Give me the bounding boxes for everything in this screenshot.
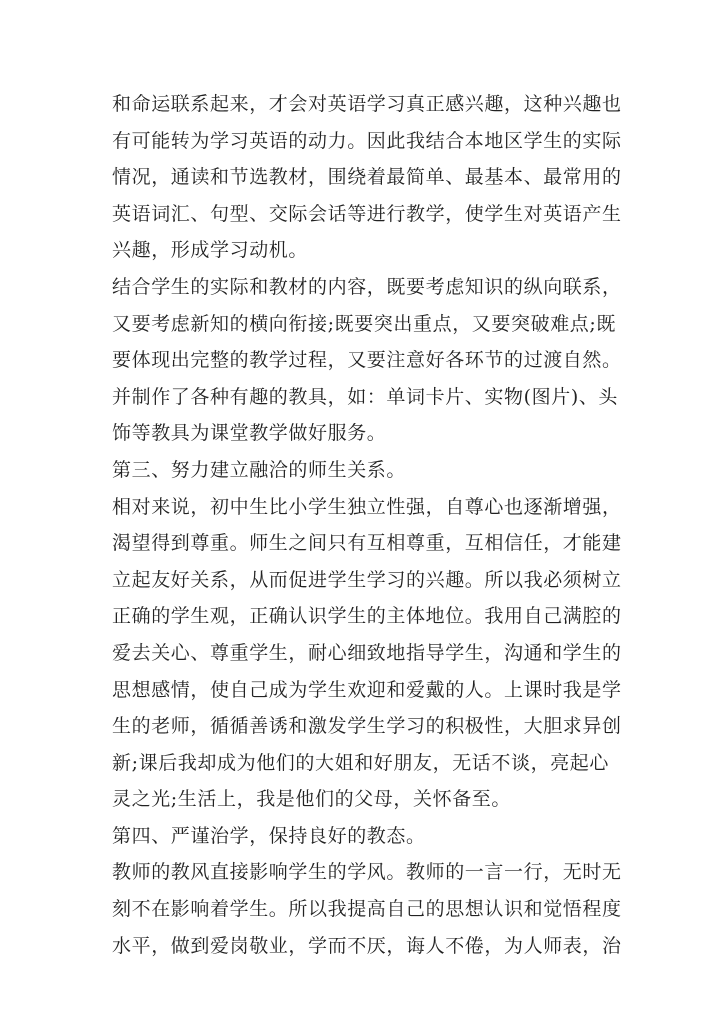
text-line: 和命运联系起来，才会对英语学习真正感兴趣，这种兴趣也: [112, 93, 622, 115]
section-heading: 第三、努力建立融洽的师生关系。: [112, 458, 407, 481]
text-line: 水平，做到爱岗敬业，学而不厌，诲人不倦，为人师表，治: [112, 934, 622, 957]
text-line: 要体现出完整的教学过程，又要注意好各环节的过渡自然。: [112, 349, 622, 372]
text-line: 相对来说，初中生比小学生独立性强，自尊心也逐渐增强，: [112, 495, 622, 518]
text-line: 灵之光;生活上，我是他们的父母，关怀备至。: [112, 788, 512, 811]
text-line: 正确的学生观，正确认识学生的主体地位。我用自己满腔的: [112, 605, 622, 628]
text-line: 又要考虑新知的横向衔接;既要突出重点，又要突破难点;既: [112, 312, 617, 335]
text-line: 刻不在影响着学生。所以我提高自己的思想认识和觉悟程度: [112, 898, 622, 921]
text-line: 生的老师，循循善诱和激发学生学习的积极性，大胆求异创: [112, 715, 622, 738]
text-line: 情况，通读和节选教材，围绕着最简单、最基本、最常用的: [112, 166, 622, 189]
text-line: 并制作了各种有趣的教具，如：单词卡片、实物(图片)、头: [112, 385, 619, 408]
text-line: 英语词汇、句型、交际会话等进行教学，使学生对英语产生: [112, 202, 622, 225]
text-line: 兴趣，形成学习动机。: [112, 239, 309, 262]
text-line: 立起友好关系，从而促进学生学习的兴趣。所以我必须树立: [112, 568, 622, 591]
section-heading: 第四、严谨治学，保持良好的教态。: [112, 824, 426, 847]
text-line: 新;课后我却成为他们的大姐和好朋友，无话不谈，亮起心: [112, 751, 610, 774]
text-line: 渴望得到尊重。师生之间只有互相尊重，互相信任，才能建: [112, 532, 622, 555]
text-line: 结合学生的实际和教材的内容，既要考虑知识的纵向联系，: [112, 275, 622, 298]
text-line: 思想感情，使自己成为学生欢迎和爱戴的人。上课时我是学: [112, 678, 622, 701]
text-line: 饰等教具为课堂教学做好服务。: [112, 422, 387, 445]
document-body: [112, 86, 632, 964]
text-line: 教师的教风直接影响学生的学风。教师的一言一行，无时无: [112, 861, 622, 884]
text-line: 爱去关心、尊重学生，耐心细致地指导学生，沟通和学生的: [112, 641, 622, 664]
text-line: 有可能转为学习英语的动力。因此我结合本地区学生的实际: [112, 129, 622, 152]
